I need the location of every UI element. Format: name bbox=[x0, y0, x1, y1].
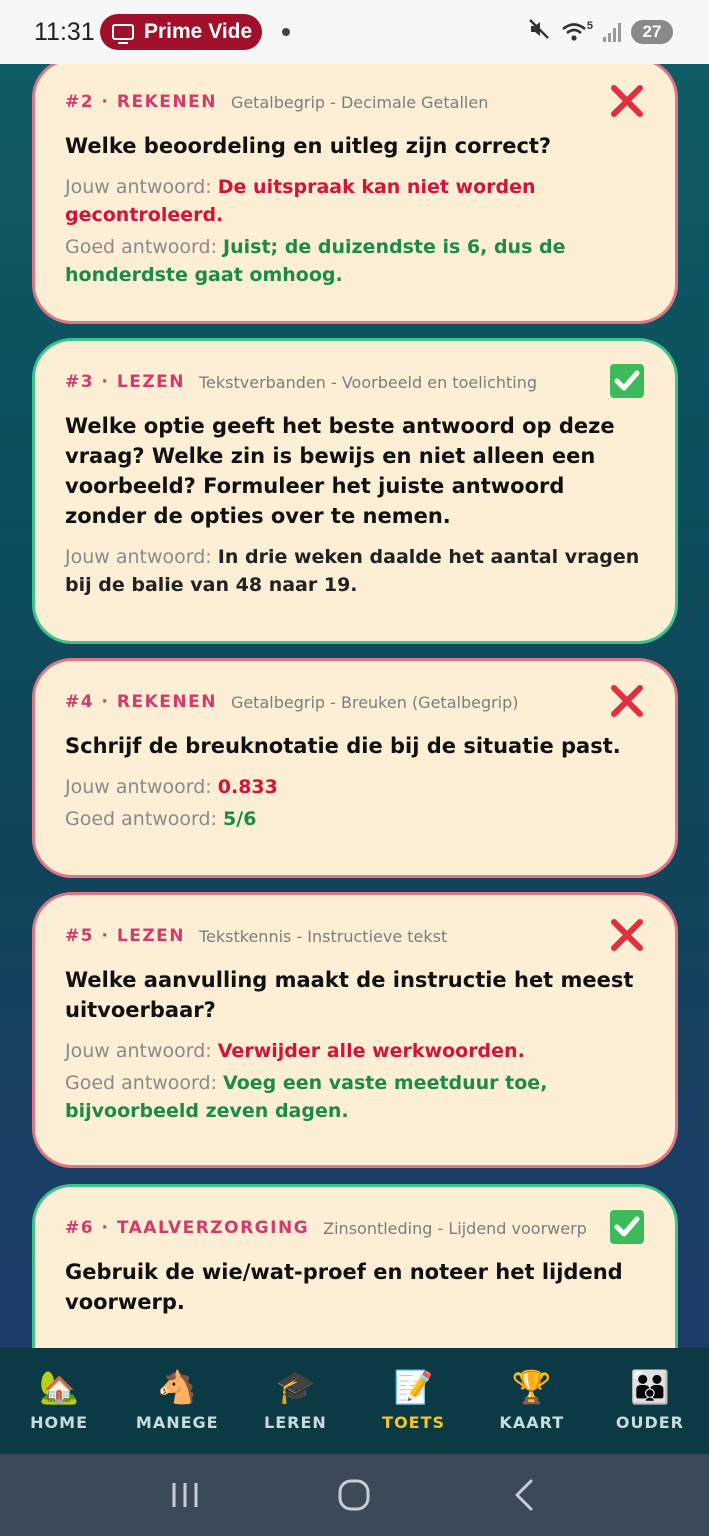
cross-icon bbox=[609, 917, 645, 953]
result-card[interactable] bbox=[32, 892, 678, 1168]
card-topic: Getalbegrip - Decimale Getallen bbox=[230, 92, 489, 112]
nav-label: TOETS bbox=[382, 1413, 446, 1432]
card-topic: Zinsontleding - Lijdend voorwerp bbox=[323, 1218, 587, 1238]
nav-label: MANEGE bbox=[135, 1413, 219, 1432]
status-bar bbox=[0, 0, 709, 64]
good-answer: 5/6 bbox=[223, 808, 257, 830]
card-question: Schrijf de breuknotatie die bij de situatie past. bbox=[65, 734, 621, 758]
results-feed[interactable] bbox=[0, 64, 709, 1348]
your-answer-line: Jouw antwoord: In drie weken daalde het aantal vragen bij de balie van 48 naar 19. bbox=[65, 546, 640, 596]
your-answer: Verwijder alle werkwoorden. bbox=[217, 1040, 525, 1062]
nav-label: KAART bbox=[499, 1413, 565, 1432]
back-chevron-icon bbox=[511, 1478, 537, 1512]
card-question: Welke aanvulling maakt de instructie het meest uitvoerbaar? bbox=[65, 968, 634, 1022]
battery-badge: 27 bbox=[631, 20, 673, 44]
good-answer-line: Goed antwoord: Voeg een vaste meetduur toe, bijvoorbeeld zeven dagen. bbox=[65, 1072, 548, 1122]
check-icon bbox=[609, 363, 645, 399]
good-answer-line: Goed antwoord: Juist; de duizendste is 6, dus de honderdste gaat omhoog. bbox=[65, 236, 566, 286]
nav-toets[interactable] bbox=[355, 1349, 473, 1454]
card-question: Welke beoordeling en uitleg zijn correct? bbox=[65, 134, 552, 158]
cross-icon bbox=[609, 683, 645, 719]
nav-kaart[interactable] bbox=[473, 1349, 591, 1454]
nav-leren[interactable] bbox=[236, 1349, 354, 1454]
card-question: Gebruik de wie/wat-proef en noteer het lijdend voorwerp. bbox=[65, 1260, 623, 1314]
notification-dot-icon bbox=[282, 28, 290, 36]
tv-icon bbox=[112, 24, 134, 40]
result-card[interactable] bbox=[32, 64, 678, 324]
home-circle-icon bbox=[337, 1478, 371, 1512]
nav-label: OUDER bbox=[615, 1413, 684, 1432]
notification-text: Prime Vide bbox=[144, 20, 253, 43]
home-button[interactable] bbox=[334, 1477, 374, 1513]
nav-ouder[interactable] bbox=[591, 1349, 709, 1454]
good-answer-line: Goed antwoord: 5/6 bbox=[65, 808, 257, 830]
your-answer-line: Jouw antwoord: Verwijder alle werkwoorden. bbox=[65, 1040, 525, 1062]
card-topic: Tekstverbanden - Voorbeeld en toelichting bbox=[198, 372, 538, 392]
recents-button[interactable] bbox=[165, 1477, 205, 1513]
status-time: 11:31 bbox=[34, 17, 95, 46]
your-answer-line: Jouw antwoord: 0.833 bbox=[65, 776, 278, 798]
result-card[interactable] bbox=[32, 338, 678, 644]
back-button[interactable] bbox=[504, 1477, 544, 1513]
nav-home[interactable] bbox=[0, 1349, 118, 1454]
check-icon bbox=[609, 1209, 645, 1245]
result-card[interactable] bbox=[32, 1184, 678, 1348]
wifi-icon bbox=[561, 21, 589, 43]
card-number: #2 · REKENEN bbox=[65, 92, 217, 112]
good-answer: Voeg een vaste meetduur toe, bijvoorbeeld zeven dagen. bbox=[65, 1072, 548, 1122]
nav-manege[interactable] bbox=[118, 1349, 236, 1454]
parents-icon: 👪 bbox=[630, 1368, 670, 1406]
recents-icon bbox=[170, 1481, 200, 1509]
system-nav-bar bbox=[0, 1454, 709, 1536]
card-number: #5 · LEZEN bbox=[65, 926, 185, 946]
wifi-badge: 5 bbox=[586, 20, 593, 32]
card-question: Welke optie geeft het beste antwoord op deze vraag? Welke zin is bewijs en niet alleen een voorbeeld? Formuleer het juiste antwoord zonder de opties over te nemen. bbox=[65, 414, 615, 528]
trophy-icon: 🏆 bbox=[511, 1368, 552, 1406]
memo-icon: 📝 bbox=[393, 1368, 434, 1406]
signal-icon bbox=[603, 22, 621, 42]
house-icon: 🏡 bbox=[39, 1368, 79, 1406]
card-number: #4 · REKENEN bbox=[65, 692, 217, 712]
card-number: #3 · LEZEN bbox=[65, 372, 185, 392]
your-answer-line: Jouw antwoord: De uitspraak kan niet worden gecontroleerd. bbox=[65, 176, 536, 226]
notification-pill[interactable] bbox=[100, 14, 262, 50]
card-number: #6 · TAALVERZORGING bbox=[65, 1218, 310, 1238]
good-answer: Juist; de duizendste is 6, dus de honderdste gaat omhoog. bbox=[65, 236, 566, 286]
card-topic: Tekstkennis - Instructieve tekst bbox=[198, 926, 448, 946]
your-answer: In drie weken daalde het aantal vragen bij de balie van 48 naar 19. bbox=[65, 546, 640, 596]
nav-label: HOME bbox=[30, 1413, 88, 1432]
graduation-cap-icon: 🎓 bbox=[275, 1368, 316, 1406]
cross-icon bbox=[609, 83, 645, 119]
nav-label: LEREN bbox=[264, 1413, 327, 1432]
result-card[interactable] bbox=[32, 658, 678, 878]
card-topic: Getalbegrip - Breuken (Getalbegrip) bbox=[230, 692, 519, 712]
horse-icon: 🐴 bbox=[157, 1368, 198, 1406]
bottom-nav bbox=[0, 1348, 709, 1454]
your-answer: De uitspraak kan niet worden gecontroleerd. bbox=[65, 176, 536, 226]
your-answer: 0.833 bbox=[217, 776, 278, 798]
mute-icon bbox=[527, 17, 551, 47]
